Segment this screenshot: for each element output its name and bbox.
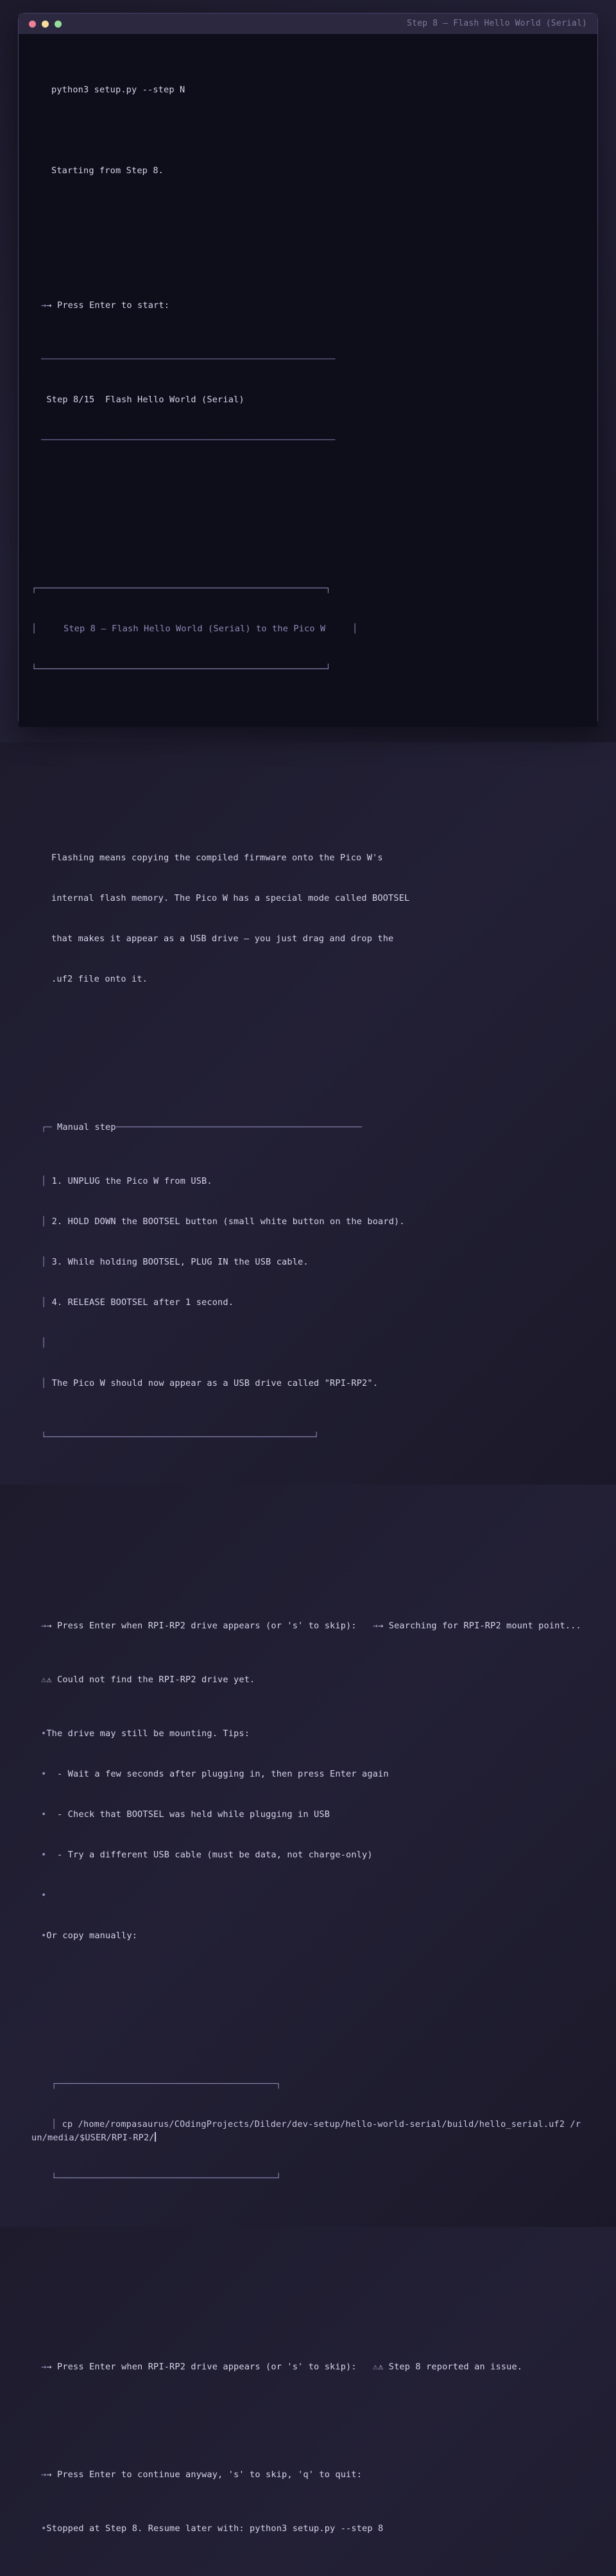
- title-box-top: ┌──────────────────────────────────────────────────────┐: [31, 583, 331, 593]
- manual-panel-header: ┌─ Manual step──────────────────────────────────────────────: [41, 1122, 363, 1132]
- tip-line: • - Try a different USB cable (must be data, not charge-only): [41, 1850, 373, 1860]
- tip-line: •The drive may still be mounting. Tips:: [41, 1728, 250, 1739]
- pipe-icon: │: [41, 1216, 47, 1227]
- start-prompt-line[interactable]: →→ Press Enter to start:: [41, 300, 170, 311]
- code-box-command-row: [31, 2118, 585, 2145]
- tip-line: • - Check that BOOTSEL was held while plugging in USB: [41, 1809, 330, 1820]
- retry-prompt-line[interactable]: →→ Press Enter when RPI-RP2 drive appears (or 's' to skip): ⚠⚠ Step 8 reported an issue.: [41, 2362, 523, 2372]
- warning-icon: ⚠: [372, 2362, 379, 2372]
- pipe-icon: │: [41, 1176, 47, 1186]
- tip-line: •Or copy manually:: [41, 1931, 138, 1941]
- terminal-output: [19, 34, 597, 2576]
- pipe-icon: │: [41, 1378, 47, 1388]
- maximize-button[interactable]: [55, 21, 62, 28]
- tip-line: • - Wait a few seconds after plugging in, then press Enter again: [41, 1769, 389, 1779]
- warning-line: ⚠⚠ Could not find the RPI-RP2 drive yet.: [41, 1675, 255, 1685]
- manual-panel-row: [31, 1336, 585, 1350]
- arrow-icon: →: [372, 1621, 379, 1631]
- text-cursor: [155, 2132, 157, 2142]
- continue-prompt-line[interactable]: →→ Press Enter to continue anyway, 's' to skip, 'q' to quit:: [41, 2469, 363, 2480]
- manual-panel-top-rule: ──────────────────────────────────────────────: [116, 1122, 363, 1132]
- rule-bottom: ────────────────────────────────────────────────────────: [41, 435, 336, 445]
- manual-panel-row: │ The Pico W should now appear as a USB drive called "RPI-RP2".: [41, 1378, 379, 1388]
- pipe-icon: │: [41, 1297, 47, 1308]
- title-box-text: │ Step 8 — Flash Hello World (Serial) to the Pico W │: [31, 624, 358, 634]
- search-prompt-line[interactable]: →→ Press Enter when RPI-RP2 drive appears (or 's' to skip): →→ Searching for RPI-RP2 mount point...: [41, 1621, 581, 1631]
- starting-from-line: Starting from Step 8.: [51, 166, 164, 176]
- description-line: Flashing means copying the compiled firmware onto the Pico W's: [51, 853, 383, 863]
- manual-panel-row: │ 3. While holding BOOTSEL, PLUG IN the USB cable.: [41, 1257, 309, 1267]
- manual-panel-label: Manual step: [57, 1122, 116, 1132]
- manual-panel-row: │ 1. UNPLUG the Pico W from USB.: [41, 1176, 212, 1186]
- code-box-top: ┌─────────────────────────────────────────┐: [51, 2079, 282, 2089]
- terminal-window: [18, 13, 598, 2534]
- window-titlebar: [19, 13, 597, 34]
- resume-hint-line: python3 setup.py --step N: [51, 85, 185, 95]
- terminal-body[interactable]: [19, 34, 597, 2534]
- window-controls: [29, 21, 62, 28]
- bullet-icon: •: [41, 2523, 47, 2534]
- bullet-icon: •: [41, 1728, 47, 1739]
- arrow-icon: →: [41, 2469, 47, 2480]
- code-box-bottom: └─────────────────────────────────────────┘: [51, 2173, 282, 2183]
- step-header: Step 8/15 Flash Hello World (Serial): [41, 395, 244, 405]
- title-box-bottom: └──────────────────────────────────────────────────────┘: [31, 664, 331, 674]
- arrow-icon: →: [41, 300, 47, 311]
- manual-panel-row: │ 4. RELEASE BOOTSEL after 1 second.: [41, 1297, 234, 1308]
- manual-panel-bottom: └──────────────────────────────────────────────────┘: [41, 1432, 320, 1442]
- bullet-icon: •: [41, 1890, 47, 1900]
- bullet-icon: •: [41, 1809, 47, 1820]
- description-line: that makes it appear as a USB drive — you just drag and drop the: [51, 934, 394, 944]
- rule-top: ────────────────────────────────────────────────────────: [41, 354, 336, 364]
- window-title: Step 8 — Flash Hello World (Serial): [407, 19, 587, 28]
- arrow-icon: →: [41, 1621, 47, 1631]
- warning-icon: ⚠: [41, 1675, 47, 1685]
- pipe-icon: │: [41, 1338, 47, 1348]
- description-line: .uf2 file onto it.: [51, 974, 148, 984]
- bullet-icon: •: [41, 1850, 47, 1860]
- manual-panel-row: │ 2. HOLD DOWN the BOOTSEL button (small white button on the board).: [41, 1216, 405, 1227]
- tip-line: [31, 1889, 585, 1902]
- arrow-icon: →: [41, 2362, 47, 2372]
- bullet-icon: •: [41, 1931, 47, 1941]
- stopped-message-line: •Stopped at Step 8. Resume later with: python3 setup.py --step 8: [41, 2523, 384, 2534]
- close-button[interactable]: [29, 21, 36, 28]
- pipe-icon: │: [51, 2119, 62, 2129]
- bullet-icon: •: [41, 1769, 47, 1779]
- description-line: internal flash memory. The Pico W has a special mode called BOOTSEL: [51, 893, 410, 903]
- minimize-button[interactable]: [42, 21, 49, 28]
- pipe-icon: │: [41, 1257, 47, 1267]
- code-box-command: cp /home/rompasaurus/COdingProjects/Dilder/dev-setup/hello-world-serial/build/hello_serial.uf2 /run/media/$USER/RPI-RP2/: [31, 2119, 581, 2143]
